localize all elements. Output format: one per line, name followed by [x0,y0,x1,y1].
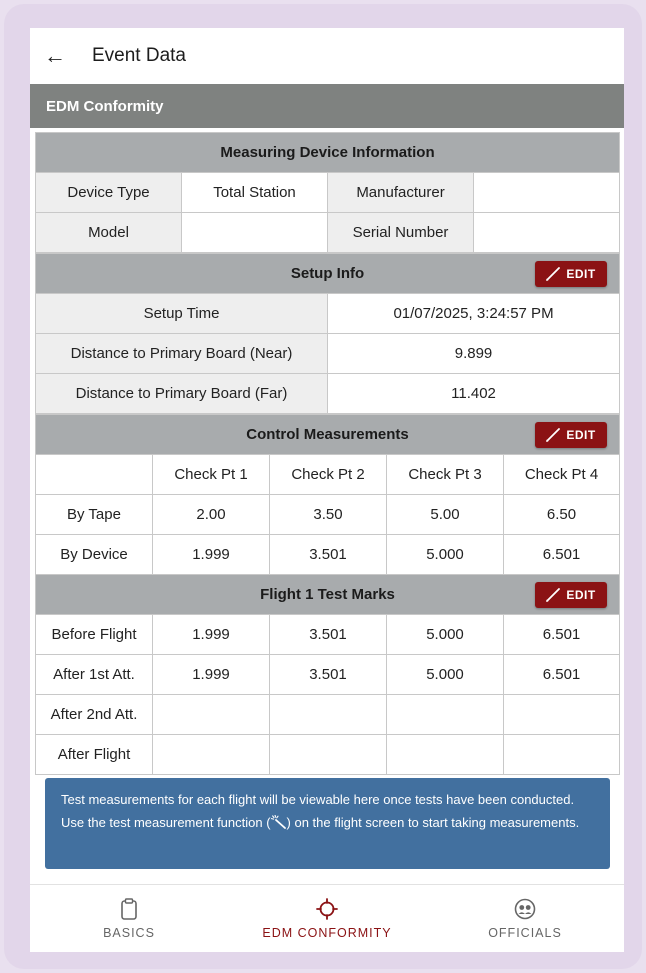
pencil-icon [546,428,560,442]
setup-info-edit-button[interactable] [535,261,607,287]
control-measurements-table [35,414,620,775]
table-cell: 2.00 [153,495,270,535]
table-cell [504,735,620,775]
control-column-header-row [36,455,620,495]
back-arrow-icon[interactable]: ← [44,43,66,68]
table-row [36,495,620,535]
nav-officials[interactable] [426,885,624,952]
column-header: Check Pt 4 [504,455,620,495]
info-text-end: ) on the flight screen to start taking measurements. [286,814,580,830]
row-label: After 1st Att. [36,655,153,695]
table-row [36,173,620,213]
control-header-row [36,415,620,455]
row-label: Before Flight [36,615,153,655]
table-cell: 5.000 [387,535,504,575]
table-cell: 5.000 [387,615,504,655]
row-label: By Tape [36,495,153,535]
table-cell: 1.999 [153,655,270,695]
table-cell [387,695,504,735]
setup-info-header-row [36,254,620,294]
device-info-header-row [36,133,620,173]
column-header: Check Pt 3 [387,455,504,495]
flight-edit-button[interactable] [535,582,607,608]
table-cell [270,695,387,735]
table-cell: 6.501 [504,655,620,695]
table-cell [387,735,504,775]
table-cell: 6.50 [504,495,620,535]
table-cell: 5.00 [387,495,504,535]
table-cell [270,735,387,775]
table-cell [504,695,620,735]
wand-icon [271,815,287,829]
table-cell: 3.501 [270,615,387,655]
table-cell: 3.501 [270,655,387,695]
nav-edm-conformity-label: EDM CONFORMITY [262,925,392,940]
table-cell [153,695,270,735]
table-row [36,334,620,374]
edit-label: EDIT [566,588,596,602]
edit-label: EDIT [566,428,596,442]
row-label: After Flight [36,735,153,775]
group-icon [514,898,536,920]
table-cell: 1.999 [153,535,270,575]
control-title: Control Measurements [246,426,409,443]
setup-time-label: Setup Time [36,294,328,334]
nav-basics-label: BASICS [103,925,155,940]
content-area [35,132,619,775]
empty-corner-cell [36,455,153,495]
table-row [36,695,620,735]
table-row [36,535,620,575]
flight-header [36,575,620,615]
info-text-start: Test measurements for each flight will be viewable here once tests have been conducted. Use the test measurement function ( [61,792,575,830]
model-value [182,213,328,253]
nav-officials-label: OFFICIALS [488,925,562,940]
table-cell [153,735,270,775]
device-type-value: Total Station [182,173,328,213]
control-edit-button[interactable] [535,422,607,448]
setup-info-title: Setup Info [290,265,365,282]
table-cell: 3.50 [270,495,387,535]
table-row [36,735,620,775]
setup-info-table [35,253,620,414]
page-title: Event Data [92,45,186,66]
flight-header-row [36,575,620,615]
table-row [36,374,620,414]
manufacturer-value [474,173,620,213]
section-title: EDM Conformity [46,97,164,115]
clipboard-icon [120,898,138,920]
flight-title: Flight 1 Test Marks [260,586,395,603]
table-row [36,615,620,655]
nav-basics[interactable] [30,885,228,952]
model-label: Model [36,213,182,253]
control-header [36,415,620,455]
crosshair-icon [316,898,338,920]
app-bar [30,28,624,84]
setup-time-value: 01/07/2025, 3:24:57 PM [328,294,620,334]
info-message [45,778,610,869]
table-row [36,655,620,695]
bottom-nav [30,884,624,952]
device-info-table [35,132,620,253]
setup-info-header [36,254,620,294]
table-cell: 6.501 [504,615,620,655]
distance-near-value: 9.899 [328,334,620,374]
table-cell: 5.000 [387,655,504,695]
row-label: By Device [36,535,153,575]
pencil-icon [546,267,560,281]
manufacturer-label: Manufacturer [328,173,474,213]
device-info-header: Measuring Device Information [36,133,620,173]
distance-far-label: Distance to Primary Board (Far) [36,374,328,414]
app-screen [30,28,624,952]
device-type-label: Device Type [36,173,182,213]
table-row [36,294,620,334]
edit-label: EDIT [566,267,596,281]
serial-number-value [474,213,620,253]
pencil-icon [546,588,560,602]
table-cell: 3.501 [270,535,387,575]
device-frame [4,4,642,969]
table-cell: 1.999 [153,615,270,655]
nav-edm-conformity[interactable] [228,885,426,952]
distance-near-label: Distance to Primary Board (Near) [36,334,328,374]
table-cell: 6.501 [504,535,620,575]
serial-number-label: Serial Number [328,213,474,253]
table-row [36,213,620,253]
column-header: Check Pt 2 [270,455,387,495]
section-header [30,84,624,128]
distance-far-value: 11.402 [328,374,620,414]
row-label: After 2nd Att. [36,695,153,735]
column-header: Check Pt 1 [153,455,270,495]
